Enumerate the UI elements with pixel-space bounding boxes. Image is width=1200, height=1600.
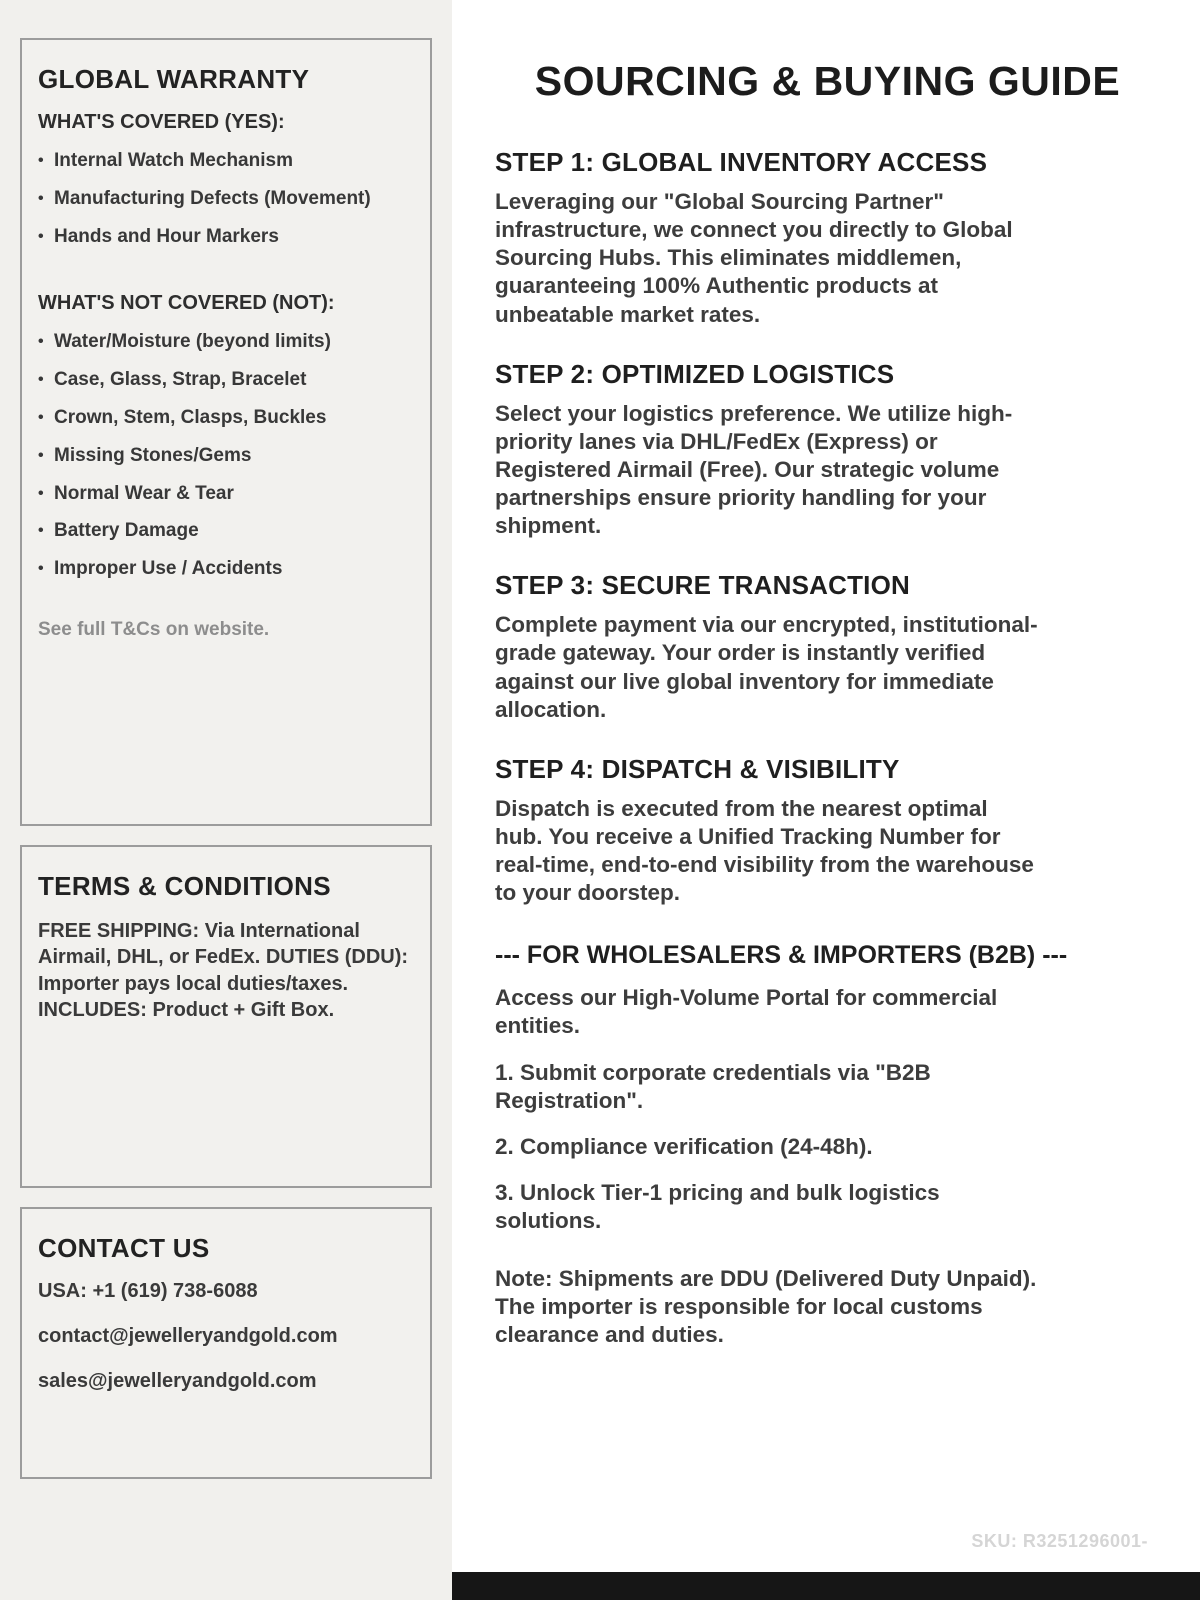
list-item: • Internal Watch Mechanism <box>38 150 414 173</box>
b2b-item-2: 2. Compliance verification (24-48h). <box>495 1133 873 1159</box>
list-item: • Case, Glass, Strap, Bracelet <box>38 369 414 392</box>
terms-body: FREE SHIPPING: Via International Airmail, DHL, or FedEx. DUTIES (DDU): Importer pays local duties/taxes. INCLUDES: Product + Gift Box. <box>38 920 409 1022</box>
list-item: • Normal Wear & Tear <box>38 483 414 506</box>
list-item: • Missing Stones/Gems <box>38 445 414 468</box>
bottom-bar <box>452 1572 1200 1600</box>
step-4 <box>495 754 1160 908</box>
terms-title: TERMS & CONDITIONS <box>38 871 331 901</box>
step-2-body: Select your logistics preference. We utilize high-priority lanes via DHL/FedEx (Express) or Registered Airmail (Free). Our strategic volume partnerships ensure priority handling for your shipment. <box>495 400 1013 539</box>
contact-us-box <box>20 1207 432 1479</box>
step-3 <box>495 570 1160 724</box>
contact-email-sales: sales@jewelleryandgold.com <box>38 1370 317 1392</box>
global-warranty-box <box>20 38 432 826</box>
contact-title: CONTACT US <box>38 1233 210 1263</box>
main-content <box>452 0 1200 1600</box>
b2b-note: Note: Shipments are DDU (Delivered Duty Unpaid). The importer is responsible for local customs clearance and duties. <box>495 1266 1037 1348</box>
not-covered-heading: WHAT'S NOT COVERED (NOT): <box>38 292 335 315</box>
step-1-body: Leveraging our "Global Sourcing Partner" infrastructure, we connect you directly to Global Sourcing Hubs. This eliminates middlemen, guaranteeing 100% Authentic products at unbeatable market rates. <box>495 189 1013 327</box>
step-1-heading: STEP 1: GLOBAL INVENTORY ACCESS <box>495 147 988 177</box>
b2b-intro: Access our High-Volume Portal for commercial entities. <box>495 985 998 1039</box>
list-item: • Water/Moisture (beyond limits) <box>38 331 414 354</box>
list-item: • Manufacturing Defects (Movement) <box>38 188 414 211</box>
not-covered-list <box>38 331 414 581</box>
covered-list <box>38 150 414 248</box>
b2b-item-1: 1. Submit corporate credentials via "B2B Registration". <box>495 1059 931 1113</box>
terms-conditions-box <box>20 845 432 1188</box>
step-4-heading: STEP 4: DISPATCH & VISIBILITY <box>495 753 900 784</box>
step-4-body: Dispatch is executed from the nearest optimal hub. You receive a Unified Tracking Number for real-time, end-to-end visibility from the warehouse to your doorstep. <box>495 795 1034 906</box>
sidebar <box>0 0 452 1600</box>
contact-phone: USA: +1 (619) 738-6088 <box>38 1280 258 1302</box>
b2b-heading: --- FOR WHOLESALERS & IMPORTERS (B2B) --- <box>495 941 1068 970</box>
step-1 <box>495 147 1160 329</box>
step-2 <box>495 359 1160 541</box>
step-2-heading: STEP 2: OPTIMIZED LOGISTICS <box>495 358 895 389</box>
warranty-title: GLOBAL WARRANTY <box>38 64 310 94</box>
list-item: • Battery Damage <box>38 520 414 543</box>
list-item: • Hands and Hour Markers <box>38 226 414 249</box>
covered-heading: WHAT'S COVERED (YES): <box>38 111 285 133</box>
b2b-item-3: 3. Unlock Tier-1 pricing and bulk logistics solutions. <box>495 1179 940 1233</box>
page-title: SOURCING & BUYING GUIDE <box>534 58 1121 104</box>
b2b-section <box>495 941 1160 1349</box>
step-3-heading: STEP 3: SECURE TRANSACTION <box>495 570 910 601</box>
contact-email-primary: contact@jewelleryandgold.com <box>38 1325 338 1347</box>
warranty-footnote: See full T&Cs on website. <box>38 618 270 640</box>
list-item: • Improper Use / Accidents <box>38 558 414 581</box>
sku-label: SKU: R3251296001- <box>971 1531 1148 1551</box>
step-3-body: Complete payment via our encrypted, institutional-grade gateway. Your order is instantly verified against our live global inventory for immediate allocation. <box>495 612 1038 722</box>
list-item: • Crown, Stem, Clasps, Buckles <box>38 407 414 430</box>
